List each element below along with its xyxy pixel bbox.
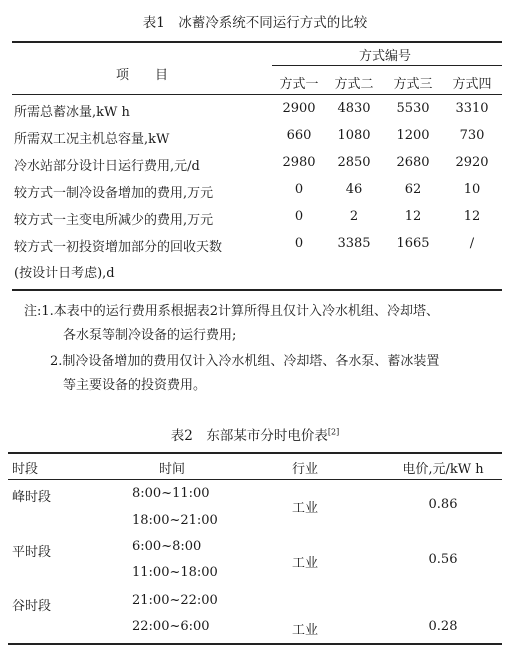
table1-cell: 46: [345, 182, 363, 197]
table1-header-group: 方式编号: [358, 49, 412, 64]
table2-header-time: 时间: [158, 462, 186, 477]
table1-cell: 660: [286, 128, 312, 143]
table2-top-rule: [8, 452, 502, 454]
table1-caption: 表1 冰蓄冷系统不同运行方式的比较: [142, 15, 368, 31]
table2-price-cell: 0.28: [428, 619, 458, 634]
table2-industry-cell: 工业: [291, 501, 319, 516]
table1-mode-2: 方式二: [334, 77, 374, 92]
table2-time-cell: 8:00~11:00: [132, 486, 210, 501]
table1-cell: 2980: [282, 155, 316, 170]
table2-time-cell: 22:00~6:00: [132, 619, 210, 634]
note-line-1: 注:1.本表中的运行费用系根据表2计算所得且仅计入冷水机组、冷却塔、: [24, 304, 440, 319]
table1-group-rule: [272, 65, 502, 66]
table1-cell: 0: [294, 236, 304, 251]
table1-cell: 2920: [455, 155, 489, 170]
table1-cell: 2680: [396, 155, 430, 170]
table2-time-cell: 11:00~18:00: [132, 565, 218, 580]
table2-period-valley: 谷时段: [12, 599, 52, 614]
table1-cell: 12: [404, 209, 422, 224]
table2-header-period: 时段: [12, 462, 39, 477]
table1-cell: 730: [459, 128, 485, 143]
table1-cell: 1200: [396, 128, 430, 143]
table2-price-cell: 0.86: [428, 497, 458, 512]
table1-cell: 0: [294, 182, 304, 197]
table1-mode-4: 方式四: [452, 77, 492, 92]
table2-header-industry: 行业: [291, 462, 319, 477]
table1-cell: 3310: [455, 101, 489, 116]
table2-caption-ref: [2]: [327, 427, 340, 437]
table2-time-cell: 21:00~22:00: [132, 593, 218, 608]
table1-row-label: 所需总蓄冰量,kW h: [14, 105, 130, 120]
table1-header-item: 项 目: [115, 68, 169, 83]
table1-row-label: 冷水站部分设计日运行费用,元/d: [14, 159, 200, 174]
table1-cell: 4830: [337, 101, 371, 116]
note-line-3: 2.制冷设备增加的费用仅计入冷水机组、冷却塔、各水泵、蓄冰装置: [50, 354, 440, 369]
table2-header-price: 电价,元/kW h: [402, 462, 484, 477]
table1-row-label: 较方式一初投资增加部分的回收天数: [14, 240, 223, 255]
table2-bottom-rule: [8, 643, 502, 645]
note-line-4: 等主要设备的投资费用。: [63, 378, 207, 393]
table1-cell: 12: [463, 209, 481, 224]
table2-caption: [171, 424, 339, 444]
table1-cell: 1665: [396, 236, 430, 251]
table2-period-peak: 峰时段: [12, 490, 52, 505]
table1-cell: 2: [349, 209, 359, 224]
table1-cell: 0: [294, 209, 304, 224]
table1-cell: /: [469, 236, 475, 251]
table1-cell: 1080: [337, 128, 371, 143]
table1-cell: 5530: [396, 101, 430, 116]
table2-caption-text: 表2 东部某市分时电价表: [170, 428, 328, 444]
table1-row-label: 较方式一制冷设备增加的费用,万元: [14, 186, 214, 201]
table1-cell: 2850: [337, 155, 371, 170]
table1-mode-3: 方式三: [393, 77, 433, 92]
table1-cell: 3385: [337, 236, 371, 251]
table2-header-rule: [8, 479, 502, 480]
note-line-2: 各水泵等制冷设备的运行费用;: [63, 328, 237, 343]
table1-row-label-cont: (按设计日考虑),d: [14, 266, 115, 281]
table1-cell: 62: [404, 182, 422, 197]
table1-bottom-rule: [12, 289, 502, 291]
table1-mode-1: 方式一: [279, 77, 319, 92]
table2-period-flat: 平时段: [12, 545, 52, 560]
table1-cell: 10: [463, 182, 481, 197]
table1-top-rule: [12, 41, 502, 43]
table2-time-cell: 18:00~21:00: [132, 513, 218, 528]
table1-header-rule: [12, 94, 502, 95]
table1-row-label: 所需双工况主机总容量,kW: [14, 132, 170, 147]
table1-cell: 2900: [282, 101, 316, 116]
table2-time-cell: 6:00~8:00: [132, 539, 202, 554]
table2-industry-cell: 工业: [291, 556, 319, 571]
table1-row-label: 较方式一主变电所减少的费用,万元: [14, 213, 214, 228]
table2-industry-cell: 工业: [291, 623, 319, 638]
table2-price-cell: 0.56: [428, 552, 458, 567]
